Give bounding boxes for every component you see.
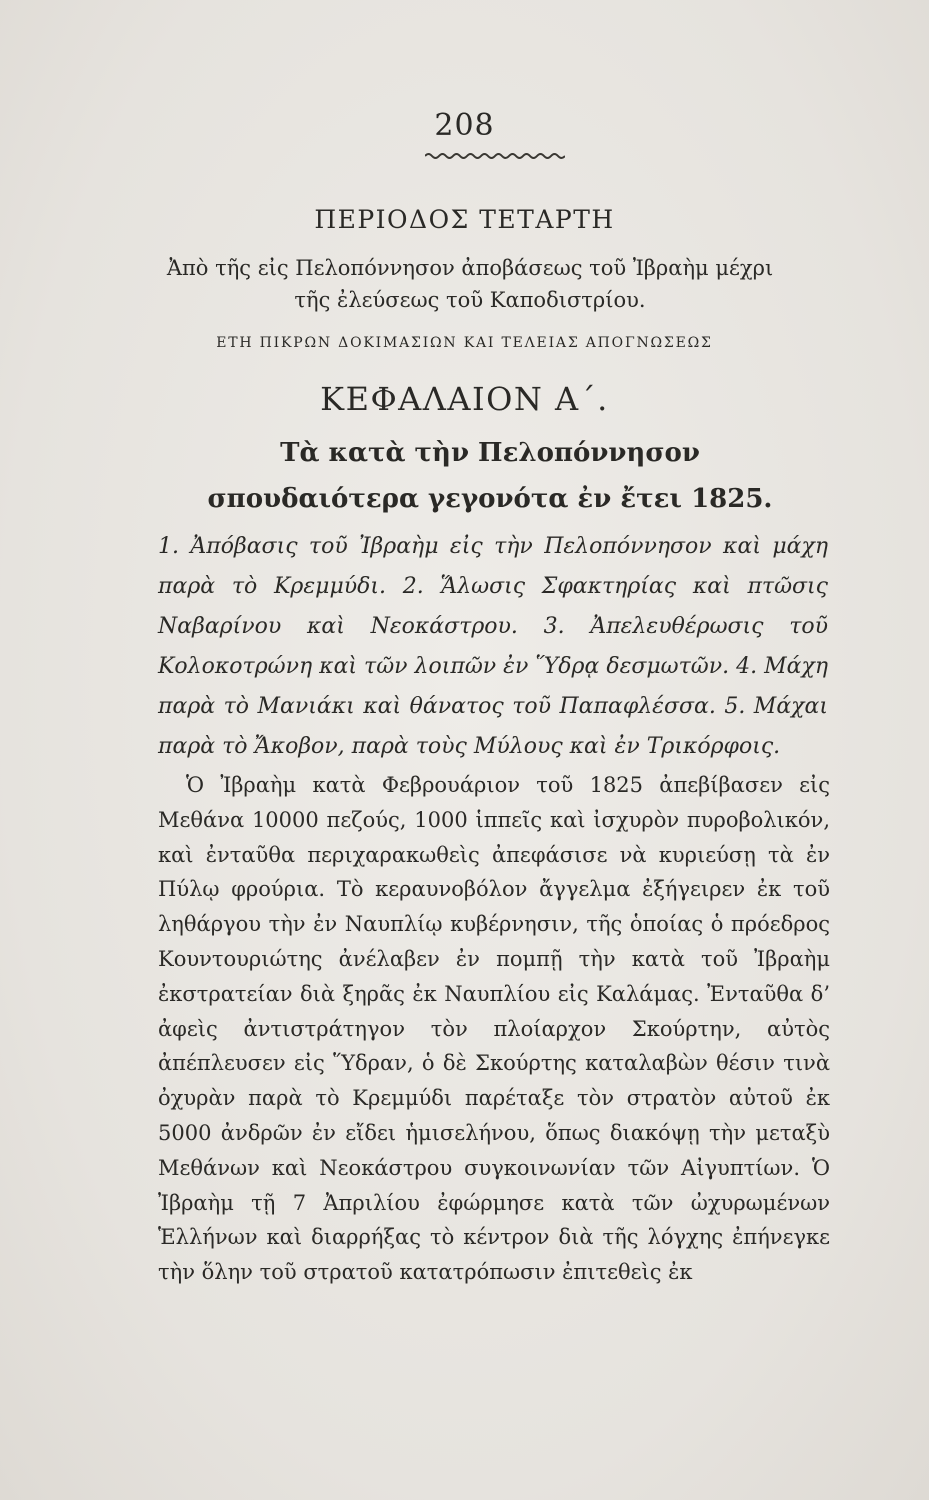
period-title: ΠΕΡΙΟΔΟΣ ΤΕΤΑΡΤΗ	[314, 205, 615, 234]
period-subtitle: Ἀπὸ τῆς εἰς Πελοπόννησον ἀποβάσεως τοῦ Ἰβραὴμ μέχρι τῆς ἐλεύσεως τοῦ Καποδιστρίου.	[166, 256, 774, 312]
years-heading: ΕΤΗ ΠΙΚΡΩΝ ΔΟΚΙΜΑΣΙΩΝ ΚΑΙ ΤΕΛΕΙΑΣ ΑΠΟΓΝΩΣΕΩΣ	[216, 335, 713, 351]
decorative-wavy-rule	[425, 152, 565, 160]
chapter-summary: 1. Ἀπόβασις τοῦ Ἰβραὴμ εἰς τὴν Πελοπόννησον καὶ μάχη παρὰ τὸ Κρεμμύδι. 2. Ἅλωσις Σφακτηρίας καὶ πτῶσις Ναβαρίνου καὶ Νεοκάστρου. 3. Ἀπελευθέρωσις τοῦ Κολοκοτρώνη καὶ τῶν λοιπῶν ἐν Ὕδρᾳ δεσμωτῶν. 4. Μάχη παρὰ τὸ Μανιάκι καὶ θάνατος τοῦ Παπαφλέσσα. 5. Μάχαι παρὰ τὸ Ἄκοβον, παρὰ τοὺς Μύλους καὶ ἐν Τρικόρφοις.	[158, 534, 828, 759]
body-paragraph: Ὁ Ἰβραὴμ κατὰ Φεβρουάριον τοῦ 1825 ἀπεβίβασεν εἰς Μεθάνα 10000 πεζούς, 1000 ἱππεῖς καὶ ἰσχυρὸν πυροβολικόν, καὶ ἐνταῦθα περιχαρακωθεὶς ἀπεφάσισε νὰ κυριεύσῃ τὰ ἐν Πύλῳ φρούρια. Τὸ κεραυνοβόλον ἄγγελμα ἐξήγειρεν ἐκ τοῦ ληθάργου τὴν ἐν Ναυπλίῳ κυβέρνησιν, τῆς ὁποίας ὁ πρόεδρος Κουντουριώτης ἀνέλαβεν ἐν πομπῇ τὴν κατὰ τοῦ Ἰβραὴμ ἐκστρατείαν διὰ ξηρᾶς ἐκ Ναυπλίου εἰς Καλάμας. Ἐνταῦθα δ’ ἀφεὶς ἀντιστράτηγον τὸν πλοίαρχον Σκούρτην, αὐτὸς ἀπέπλευσεν εἰς Ὕδραν, ὁ δὲ Σκούρτης καταλαβὼν θέσιν τινὰ ὀχυρὰν παρὰ τὸ Κρεμμύδι παρέταξε τὸν στρατὸν αὐτοῦ ἐκ 5000 ἀνδρῶν ἐν εἴδει ἡμισελήνου, ὅπως διακόψῃ τὴν μεταξὺ Μεθάνων καὶ Νεοκάστρου συγκοινωνίαν τῶν Αἰγυπτίων. Ὁ Ἰβραὴμ τῇ 7 Ἀπριλίου ἐφώρμησε κατὰ τῶν ὠχυρωμένων Ἑλλήνων καὶ διαρρήξας τὸ κέντρον διὰ τῆς λόγχης ἐπήνεγκε τὴν ὅλην τοῦ στρατοῦ κατατρόπωσιν ἐπιτεθεὶς ἐκ	[158, 773, 830, 1285]
chapter-title: ΚΕΦΑΛΑΙΟΝ Α΄.	[320, 380, 609, 418]
chapter-subtitle: Τὰ κατὰ τὴν Πελοπόννησον σπουδαιότερα γεγονότα ἐν ἔτει 1825.	[207, 438, 773, 514]
page-number: 208	[434, 108, 495, 143]
